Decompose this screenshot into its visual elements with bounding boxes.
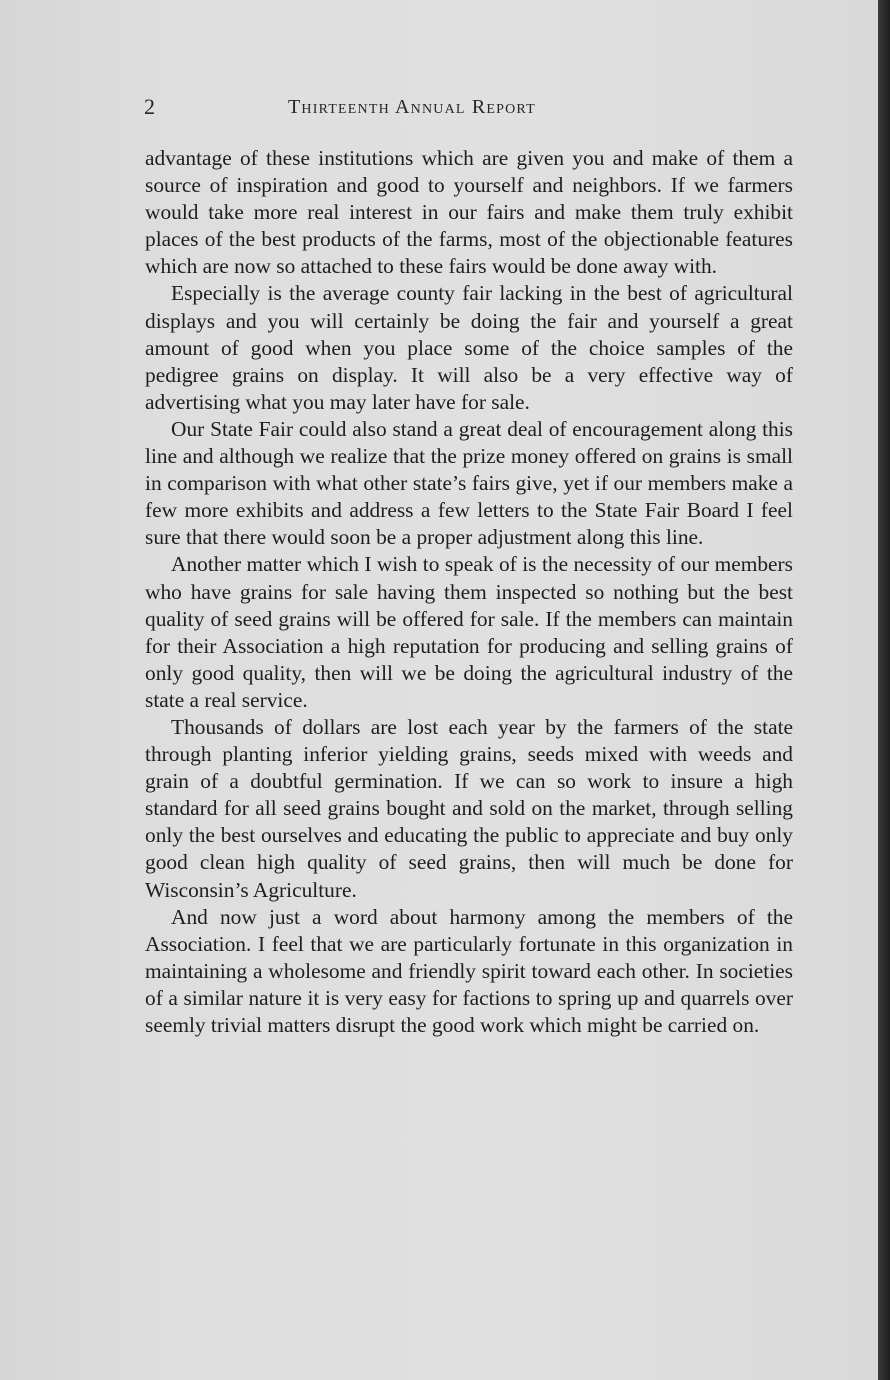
paragraph-3: Our State Fair could also stand a great deal of encouragement along this line and although we realize that the prize money offered on grains is small in comparison with what other state’s fairs give, yet if our members make a few more exhibits and address a few letters to the State Fair Board I feel sure that there would soon be a proper adjustment along this line.: [145, 416, 793, 550]
paragraph-4: Another matter which I wish to speak of is the necessity of our members who have grains for sale having them inspected so nothing but the best quality of seed grains will be offered for sale. If the members can maintain for their Association a high reputation for producing and selling grains of only good quality, then will we be doing the agricultural industry of the state a real service.: [145, 552, 793, 712]
page-edge-shadow: [878, 0, 890, 1380]
body-text: [145, 145, 793, 1039]
paragraph-1: advantage of these institutions which are given you and make of them a source of inspiration and good to yourself and neighbors. If we farmers would take more real interest in our fairs and make them truly exhibit places of the best products of the farms, most of the objectionable features which are now so attached to these fairs would be done away with.: [145, 146, 793, 279]
page-header: [144, 94, 794, 124]
page-number: 2: [144, 94, 155, 119]
paragraph-5: Thousands of dollars are lost each year by the farmers of the state through planting inferior yielding grains, seeds mixed with weeds and grain of a doubtful germination. If we can so work to insure a high standard for all seed grains bought and sold on the market, through selling only the best ourselves and educating the public to appreciate and buy only good clean high quality of seed grains, then will much be done for Wisconsin’s Agriculture.: [145, 714, 793, 902]
paragraph-2: Especially is the average county fair lacking in the best of agricultural displays and you will certainly be doing the fair and yourself a great amount of good when you place some of the choice samples of the pedigree grains on display. It will also be a very effective way of advertising what you may later have for sale.: [145, 281, 793, 414]
running-title: Thirteenth Annual Report: [288, 96, 536, 118]
paragraph-6: And now just a word about harmony among the members of the Association. I feel that we are particularly fortunate in this organization in maintaining a wholesome and friendly spirit toward each other. In societies of a similar nature it is very easy for factions to spring up and quarrels over seemly trivial matters disrupt the good work which might be carried on.: [145, 904, 793, 1037]
